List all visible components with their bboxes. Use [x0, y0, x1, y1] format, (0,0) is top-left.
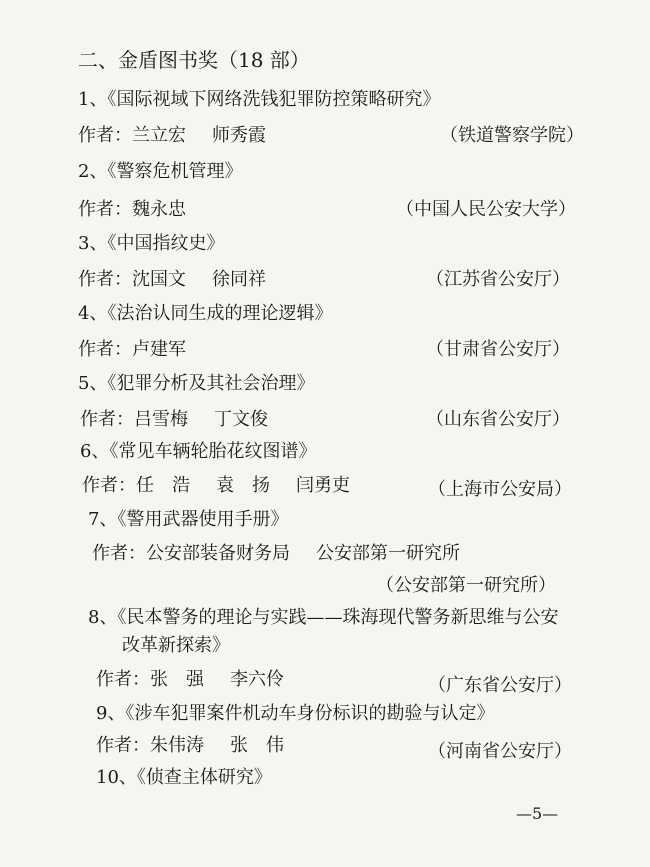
entry-6-affiliation: （上海市公安局） — [428, 479, 572, 500]
entry-9-title: 9、《涉车犯罪案件机动车身份标识的勘验与认定》 — [96, 703, 495, 724]
entry-1-affiliation: （铁道警察学院） — [440, 125, 584, 146]
entry-2-authors — [78, 198, 186, 222]
author: 作者：吕雪梅 — [80, 409, 188, 430]
author: 袁 扬 — [216, 475, 270, 496]
entry-8-authors — [96, 668, 284, 692]
entry-1-authors — [78, 124, 266, 148]
author: 公安部第一研究所 — [316, 543, 460, 564]
entry-7-title: 7、《警用武器使用手册》 — [88, 509, 289, 530]
author: 作者：张 强 — [96, 669, 204, 690]
entry-9-affiliation: （河南省公安厅） — [428, 741, 572, 762]
author: 作者：魏永忠 — [78, 199, 186, 220]
author: 作者：沈国文 — [78, 269, 186, 290]
author: 张 伟 — [230, 735, 284, 756]
entry-9-authors — [96, 734, 284, 758]
entry-1-title: 1、《国际视域下网络洗钱犯罪防控策略研究》 — [78, 89, 441, 110]
entry-4-affiliation: （甘肃省公安厅） — [426, 339, 570, 360]
entry-2-title: 2、《警察危机管理》 — [78, 161, 243, 182]
section-title: 二、金盾图书奖（18 部） — [78, 48, 310, 72]
author: 作者：卢建军 — [78, 339, 186, 360]
page-number: —5— — [516, 804, 559, 823]
author: 李六伶 — [230, 669, 284, 690]
entry-5-affiliation: （山东省公安厅） — [426, 409, 570, 430]
entry-8-title-continued: 改革新探索》 — [122, 635, 230, 656]
author: 师秀霞 — [212, 125, 266, 146]
entry-3-authors — [78, 268, 266, 292]
author: 丁文俊 — [214, 409, 268, 430]
author: 闫勇吏 — [296, 475, 350, 496]
entry-10-title: 10、《侦查主体研究》 — [96, 767, 272, 788]
entry-7-affiliation: （公安部第一研究所） — [376, 575, 556, 596]
entry-4-authors — [78, 338, 186, 362]
entry-5-authors — [80, 408, 268, 432]
author: 作者：兰立宏 — [78, 125, 186, 146]
entry-2-affiliation: （中国人民公安大学） — [396, 199, 576, 220]
author: 作者：公安部装备财务局 — [92, 543, 290, 564]
entry-5-title: 5、《犯罪分析及其社会治理》 — [78, 373, 315, 394]
entry-4-title: 4、《法治认同生成的理论逻辑》 — [78, 303, 333, 324]
author: 徐同祥 — [212, 269, 266, 290]
entry-3-title: 3、《中国指纹史》 — [78, 233, 225, 254]
entry-7-authors — [92, 542, 460, 566]
entry-8-affiliation: （广东省公安厅） — [428, 675, 572, 696]
author: 作者：任 浩 — [82, 475, 190, 496]
entry-6-authors — [82, 474, 350, 498]
author: 作者：朱伟涛 — [96, 735, 204, 756]
entry-8-title: 8、《民本警务的理论与实践——珠海现代警务新思维与公安 — [88, 607, 559, 628]
entry-3-affiliation: （江苏省公安厅） — [426, 269, 570, 290]
entry-6-title: 6、《常见车辆轮胎花纹图谱》 — [80, 441, 317, 462]
